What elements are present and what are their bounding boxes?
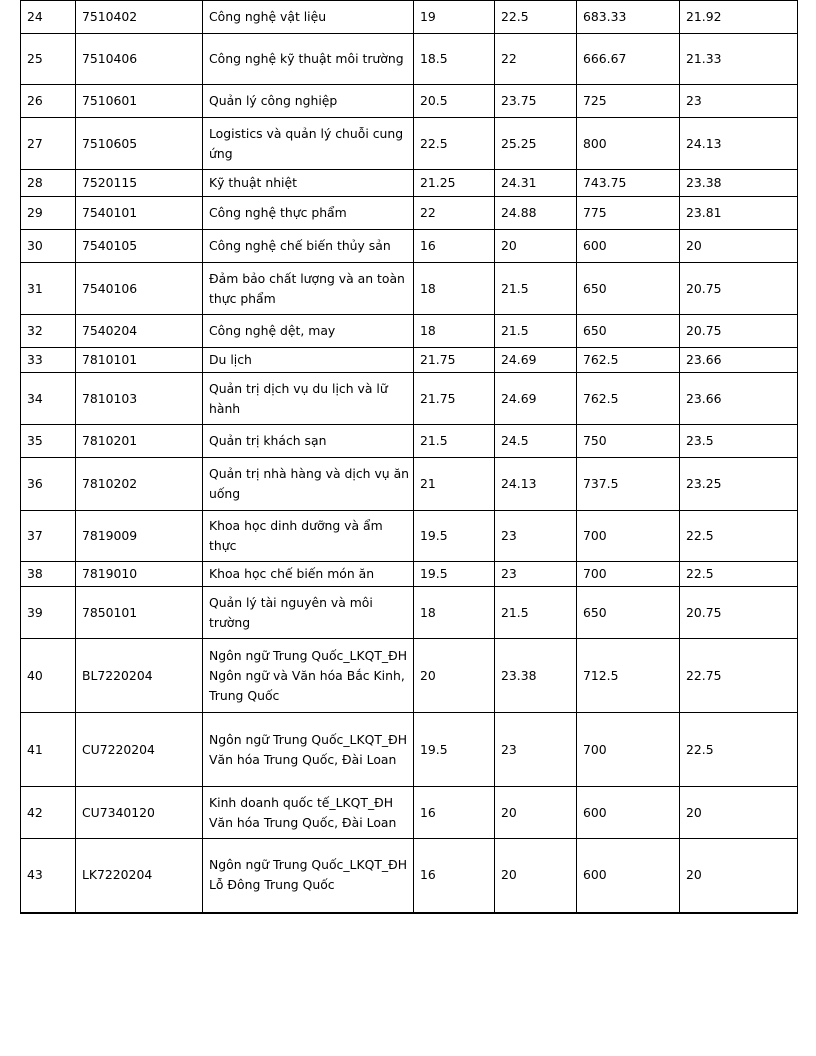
score-4-cell: 23.81: [680, 197, 798, 230]
major-code-cell: LK7220204: [76, 839, 203, 913]
table-row: [21, 197, 798, 230]
row-number-cell: 35: [21, 425, 76, 458]
score-4-cell: 22.75: [680, 639, 798, 713]
score-4-cell: 24.13: [680, 118, 798, 170]
major-code-cell: 7810103: [76, 373, 203, 425]
major-name-cell: Du lịch: [203, 348, 414, 373]
major-name-cell: Công nghệ thực phẩm: [203, 197, 414, 230]
table-row: [21, 587, 798, 639]
score-3-cell: 775: [577, 197, 680, 230]
score-4-cell: 22.5: [680, 562, 798, 587]
score-1-cell: 21.25: [414, 170, 495, 197]
major-code-cell: 7510402: [76, 1, 203, 34]
row-number-cell: 31: [21, 263, 76, 315]
row-number-cell: 41: [21, 713, 76, 787]
table-row: [21, 787, 798, 839]
score-2-cell: 21.5: [495, 587, 577, 639]
table-row: [21, 562, 798, 587]
major-code-cell: 7850101: [76, 587, 203, 639]
score-2-cell: 23: [495, 562, 577, 587]
score-4-cell: 20: [680, 230, 798, 263]
major-name-cell: Công nghệ kỹ thuật môi trường: [203, 34, 414, 85]
row-number-cell: 33: [21, 348, 76, 373]
major-code-cell: 7819009: [76, 511, 203, 562]
score-2-cell: 24.13: [495, 458, 577, 511]
score-4-cell: 23.38: [680, 170, 798, 197]
score-1-cell: 18.5: [414, 34, 495, 85]
score-4-cell: 21.92: [680, 1, 798, 34]
score-4-cell: 20.75: [680, 315, 798, 348]
major-code-cell: 7510601: [76, 85, 203, 118]
score-2-cell: 23: [495, 713, 577, 787]
major-code-cell: 7810101: [76, 348, 203, 373]
score-3-cell: 700: [577, 562, 680, 587]
score-3-cell: 762.5: [577, 373, 680, 425]
score-4-cell: 23: [680, 85, 798, 118]
row-number-cell: 26: [21, 85, 76, 118]
score-1-cell: 16: [414, 230, 495, 263]
row-number-cell: 38: [21, 562, 76, 587]
major-name-cell: Công nghệ vật liệu: [203, 1, 414, 34]
score-1-cell: 16: [414, 839, 495, 913]
score-4-cell: 20.75: [680, 587, 798, 639]
major-name-cell: Công nghệ dệt, may: [203, 315, 414, 348]
score-1-cell: 21: [414, 458, 495, 511]
table-row: [21, 230, 798, 263]
major-name-cell: Ngôn ngữ Trung Quốc_LKQT_ĐH Văn hóa Trung Quốc, Đài Loan: [203, 713, 414, 787]
major-code-cell: 7540204: [76, 315, 203, 348]
major-code-cell: 7540101: [76, 197, 203, 230]
row-number-cell: 32: [21, 315, 76, 348]
score-2-cell: 20: [495, 230, 577, 263]
score-1-cell: 21.75: [414, 373, 495, 425]
score-3-cell: 600: [577, 839, 680, 913]
score-4-cell: 22.5: [680, 511, 798, 562]
score-2-cell: 21.5: [495, 315, 577, 348]
row-number-cell: 27: [21, 118, 76, 170]
score-4-cell: 23.25: [680, 458, 798, 511]
score-2-cell: 20: [495, 839, 577, 913]
table-row: [21, 118, 798, 170]
score-2-cell: 23: [495, 511, 577, 562]
table-row: [21, 348, 798, 373]
score-1-cell: 21.5: [414, 425, 495, 458]
table-row: [21, 458, 798, 511]
major-code-cell: 7810202: [76, 458, 203, 511]
score-4-cell: 23.5: [680, 425, 798, 458]
row-number-cell: 28: [21, 170, 76, 197]
major-code-cell: CU7340120: [76, 787, 203, 839]
table-row: [21, 34, 798, 85]
score-1-cell: 18: [414, 315, 495, 348]
table-row: [21, 85, 798, 118]
score-3-cell: 712.5: [577, 639, 680, 713]
score-4-cell: 20: [680, 787, 798, 839]
row-number-cell: 29: [21, 197, 76, 230]
major-name-cell: Kinh doanh quốc tế_LKQT_ĐH Văn hóa Trung Quốc, Đài Loan: [203, 787, 414, 839]
major-code-cell: CU7220204: [76, 713, 203, 787]
score-3-cell: 762.5: [577, 348, 680, 373]
score-3-cell: 700: [577, 511, 680, 562]
score-2-cell: 24.31: [495, 170, 577, 197]
score-2-cell: 24.5: [495, 425, 577, 458]
major-name-cell: Đảm bảo chất lượng và an toàn thực phẩm: [203, 263, 414, 315]
major-code-cell: 7520115: [76, 170, 203, 197]
score-2-cell: 24.69: [495, 348, 577, 373]
score-1-cell: 20.5: [414, 85, 495, 118]
table-row: [21, 713, 798, 787]
row-number-cell: 34: [21, 373, 76, 425]
score-4-cell: 21.33: [680, 34, 798, 85]
score-3-cell: 650: [577, 315, 680, 348]
score-4-cell: 20: [680, 839, 798, 913]
row-number-cell: 40: [21, 639, 76, 713]
table-row: [21, 425, 798, 458]
score-4-cell: 23.66: [680, 373, 798, 425]
score-2-cell: 22.5: [495, 1, 577, 34]
major-code-cell: BL7220204: [76, 639, 203, 713]
score-4-cell: 20.75: [680, 263, 798, 315]
score-1-cell: 21.75: [414, 348, 495, 373]
row-number-cell: 24: [21, 1, 76, 34]
score-2-cell: 23.75: [495, 85, 577, 118]
major-name-cell: Khoa học chế biến món ăn: [203, 562, 414, 587]
major-name-cell: Quản trị khách sạn: [203, 425, 414, 458]
table-row: [21, 315, 798, 348]
table-row: [21, 839, 798, 913]
table-row: [21, 170, 798, 197]
major-code-cell: 7810201: [76, 425, 203, 458]
row-number-cell: 25: [21, 34, 76, 85]
score-2-cell: 21.5: [495, 263, 577, 315]
score-3-cell: 737.5: [577, 458, 680, 511]
row-number-cell: 37: [21, 511, 76, 562]
score-1-cell: 18: [414, 263, 495, 315]
score-4-cell: 22.5: [680, 713, 798, 787]
score-1-cell: 19.5: [414, 562, 495, 587]
score-1-cell: 16: [414, 787, 495, 839]
major-name-cell: Khoa học dinh dưỡng và ẩm thực: [203, 511, 414, 562]
major-code-cell: 7540105: [76, 230, 203, 263]
score-3-cell: 600: [577, 787, 680, 839]
score-1-cell: 19: [414, 1, 495, 34]
table-row: [21, 1, 798, 34]
score-3-cell: 700: [577, 713, 680, 787]
score-2-cell: 22: [495, 34, 577, 85]
admission-score-table: [20, 0, 798, 914]
major-name-cell: Logistics và quản lý chuỗi cung ứng: [203, 118, 414, 170]
score-2-cell: 23.38: [495, 639, 577, 713]
score-2-cell: 25.25: [495, 118, 577, 170]
score-3-cell: 650: [577, 263, 680, 315]
major-code-cell: 7510605: [76, 118, 203, 170]
score-1-cell: 22: [414, 197, 495, 230]
major-name-cell: Quản lý công nghiệp: [203, 85, 414, 118]
major-name-cell: Công nghệ chế biến thủy sản: [203, 230, 414, 263]
table-row: [21, 373, 798, 425]
row-number-cell: 42: [21, 787, 76, 839]
major-name-cell: Quản lý tài nguyên và môi trường: [203, 587, 414, 639]
table-row: [21, 263, 798, 315]
score-2-cell: 24.69: [495, 373, 577, 425]
score-3-cell: 600: [577, 230, 680, 263]
score-4-cell: 23.66: [680, 348, 798, 373]
major-name-cell: Ngôn ngữ Trung Quốc_LKQT_ĐH Lỗ Đông Trung Quốc: [203, 839, 414, 913]
table-row: [21, 639, 798, 713]
score-2-cell: 20: [495, 787, 577, 839]
major-code-cell: 7510406: [76, 34, 203, 85]
score-3-cell: 683.33: [577, 1, 680, 34]
major-name-cell: Ngôn ngữ Trung Quốc_LKQT_ĐH Ngôn ngữ và Văn hóa Bắc Kinh, Trung Quốc: [203, 639, 414, 713]
row-number-cell: 43: [21, 839, 76, 913]
score-1-cell: 19.5: [414, 713, 495, 787]
major-name-cell: Quản trị dịch vụ du lịch và lữ hành: [203, 373, 414, 425]
major-code-cell: 7540106: [76, 263, 203, 315]
major-code-cell: 7819010: [76, 562, 203, 587]
score-3-cell: 650: [577, 587, 680, 639]
table-row: [21, 511, 798, 562]
major-name-cell: Quản trị nhà hàng và dịch vụ ăn uống: [203, 458, 414, 511]
score-1-cell: 19.5: [414, 511, 495, 562]
row-number-cell: 36: [21, 458, 76, 511]
score-1-cell: 20: [414, 639, 495, 713]
score-3-cell: 800: [577, 118, 680, 170]
score-1-cell: 18: [414, 587, 495, 639]
table-body: [21, 1, 798, 913]
score-2-cell: 24.88: [495, 197, 577, 230]
score-1-cell: 22.5: [414, 118, 495, 170]
row-number-cell: 39: [21, 587, 76, 639]
row-number-cell: 30: [21, 230, 76, 263]
score-3-cell: 743.75: [577, 170, 680, 197]
major-name-cell: Kỹ thuật nhiệt: [203, 170, 414, 197]
score-3-cell: 750: [577, 425, 680, 458]
score-3-cell: 725: [577, 85, 680, 118]
score-3-cell: 666.67: [577, 34, 680, 85]
